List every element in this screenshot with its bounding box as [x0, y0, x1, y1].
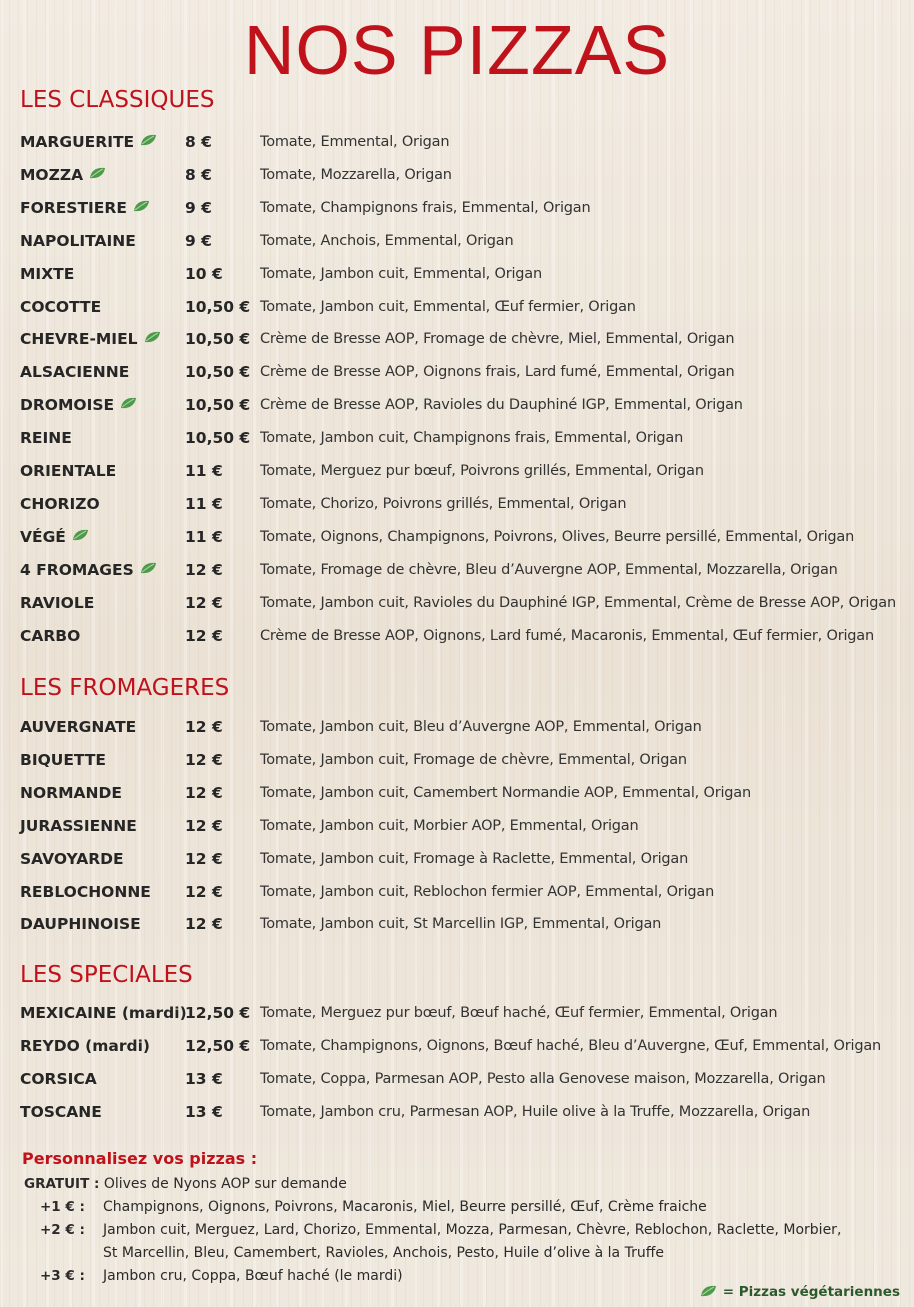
pizza-name — [20, 196, 150, 220]
pizza-row — [0, 130, 914, 154]
pizza-name — [20, 130, 157, 154]
pizza-price: 13 € — [185, 1069, 223, 1088]
pizza-name — [20, 1034, 150, 1058]
pizza-row — [0, 912, 914, 936]
pizza-price: 11 € — [185, 494, 223, 513]
pizza-ingredients: Tomate, Mozzarella, Origan — [260, 166, 452, 183]
pizza-row — [0, 1001, 914, 1025]
option-plus2-label: +2 € : — [40, 1222, 85, 1238]
pizza-ingredients: Tomate, Emmental, Origan — [260, 134, 450, 150]
pizza-row — [0, 715, 914, 739]
pizza-ingredients: Crème de Bresse AOP, Oignons, Lard fumé, Macaronis, Emmental, Œuf fermier, Origan — [260, 627, 874, 644]
pizza-price: 12 € — [185, 718, 223, 736]
pizza-price: 12,50 € — [185, 1036, 251, 1055]
pizza-ingredients: Tomate, Anchois, Emmental, Origan — [260, 232, 514, 249]
option-plus2-text-line1: Jambon cuit, Merguez, Lard, Chorizo, Emmental, Mozza, Parmesan, Chèvre, Reblochon, Raclette, Morbier, — [103, 1222, 842, 1238]
legend-text: = Pizzas végétariennes — [722, 1284, 900, 1300]
leaf-icon — [144, 331, 161, 343]
pizza-name-text: ALSACIENNE — [20, 363, 130, 382]
pizza-row — [0, 525, 914, 549]
leaf-icon — [89, 167, 106, 179]
leaf-icon — [120, 397, 137, 409]
pizza-name-text: DROMOISE — [20, 396, 115, 415]
pizza-name-text: VÉGÉ — [20, 527, 66, 546]
pizza-name — [20, 781, 122, 805]
pizza-price: 11 € — [185, 462, 223, 480]
pizza-ingredients: Tomate, Jambon cuit, Fromage à Raclette, Emmental, Origan — [260, 850, 689, 867]
pizza-ingredients: Tomate, Coppa, Parmesan AOP, Pesto alla Genovese maison, Mozzarella, Origan — [260, 1070, 826, 1087]
pizza-name — [20, 591, 94, 615]
pizza-price: 9 € — [185, 231, 212, 250]
pizza-row — [0, 1100, 914, 1124]
pizza-price: 13 € — [185, 1102, 223, 1121]
leaf-icon — [133, 200, 150, 212]
pizza-name-text: REYDO (mardi) — [20, 1036, 151, 1055]
pizza-price: 8 € — [185, 133, 212, 151]
pizza-name — [20, 558, 157, 582]
pizza-name — [20, 1100, 102, 1124]
option-free — [24, 1174, 347, 1194]
leaf-icon — [72, 529, 89, 541]
pizza-row — [0, 360, 914, 384]
pizza-name — [20, 912, 141, 936]
pizza-name — [20, 525, 89, 549]
pizza-name — [20, 295, 101, 319]
option-plus2-text-line2: St Marcellin, Bleu, Camembert, Ravioles, Anchois, Pesto, Huile d’olive à la Truffe — [103, 1245, 664, 1261]
pizza-name-text: RAVIOLE — [20, 593, 95, 612]
pizza-price: 8 € — [185, 165, 212, 184]
pizza-price: 10,50 € — [185, 297, 251, 316]
pizza-price: 9 € — [185, 198, 212, 217]
pizza-price: 12 € — [185, 750, 223, 769]
pizza-ingredients: Tomate, Chorizo, Poivrons grillés, Emmental, Origan — [260, 495, 627, 512]
pizza-price: 10,50 € — [185, 429, 251, 448]
pizza-price: 11 € — [185, 527, 223, 546]
pizza-price: 12 € — [185, 626, 223, 645]
pizza-name — [20, 327, 161, 351]
pizza-name-text: BIQUETTE — [20, 750, 107, 769]
pizza-name — [20, 426, 72, 450]
pizza-ingredients: Tomate, Jambon cuit, Bleu d’Auvergne AOP, Emmental, Origan — [260, 719, 702, 735]
pizza-name-text: FORESTIERE — [20, 198, 127, 217]
option-free-label: GRATUIT : — [24, 1176, 100, 1192]
pizza-ingredients: Tomate, Jambon cuit, Reblochon fermier AOP, Emmental, Origan — [260, 883, 715, 900]
option-plus3-label: +3 € : — [40, 1268, 85, 1284]
pizza-name-text: MIXTE — [20, 264, 75, 283]
pizza-name — [20, 459, 116, 483]
pizza-name — [20, 393, 137, 417]
pizza-ingredients: Tomate, Jambon cuit, St Marcellin IGP, Emmental, Origan — [260, 916, 662, 933]
section-title: LES CLASSIQUES — [20, 87, 215, 113]
pizza-name — [20, 1067, 97, 1091]
pizza-name — [20, 624, 80, 648]
pizza-name-text: COCOTTE — [20, 297, 102, 316]
pizza-name — [20, 880, 151, 904]
pizza-ingredients: Tomate, Jambon cuit, Camembert Normandie AOP, Emmental, Origan — [260, 784, 751, 801]
pizza-price: 12,50 € — [185, 1004, 251, 1022]
pizza-name — [20, 814, 137, 838]
customize-title: Personnalisez vos pizzas : — [22, 1149, 258, 1168]
leaf-icon — [140, 562, 157, 574]
pizza-price: 12 € — [185, 849, 223, 868]
section-title: LES SPECIALES — [20, 962, 193, 988]
pizza-name-text: DAUPHINOISE — [20, 915, 141, 934]
pizza-ingredients: Tomate, Champignons frais, Emmental, Origan — [260, 199, 591, 216]
pizza-row — [0, 1067, 914, 1091]
leaf-icon — [140, 134, 157, 146]
pizza-price: 12 € — [185, 915, 223, 934]
pizza-name — [20, 163, 106, 187]
vegetarian-legend — [700, 1282, 900, 1302]
pizza-name-text: NORMANDE — [20, 783, 122, 802]
pizza-ingredients: Crème de Bresse AOP, Fromage de chèvre, Miel, Emmental, Origan — [260, 331, 735, 348]
pizza-price: 10 € — [185, 264, 223, 283]
pizza-name — [20, 360, 129, 384]
pizza-row — [0, 163, 914, 187]
pizza-row — [0, 847, 914, 871]
pizza-name — [20, 492, 100, 516]
pizza-name-text: REBLOCHONNE — [20, 882, 151, 901]
pizza-name-text: MOZZA — [20, 165, 84, 184]
pizza-row — [0, 393, 914, 417]
leaf-icon — [700, 1285, 717, 1297]
pizza-ingredients: Tomate, Merguez pur bœuf, Poivrons grillés, Emmental, Origan — [260, 463, 704, 479]
section-title: LES FROMAGERES — [20, 675, 230, 701]
pizza-name — [20, 1001, 187, 1025]
pizza-name-text: MARGUERITE — [20, 133, 135, 151]
pizza-name-text: 4 FROMAGES — [20, 560, 134, 579]
pizza-row — [0, 229, 914, 253]
option-plus1-text: Champignons, Oignons, Poivrons, Macaronis, Miel, Beurre persillé, Œuf, Crème fraiche — [103, 1199, 707, 1215]
pizza-ingredients: Crème de Bresse AOP, Ravioles du Dauphiné IGP, Emmental, Origan — [260, 397, 743, 414]
pizza-row — [0, 624, 914, 648]
pizza-price: 10,50 € — [185, 363, 251, 382]
option-plus3-text: Jambon cru, Coppa, Bœuf haché (le mardi) — [103, 1268, 403, 1284]
pizza-name-text: ORIENTALE — [20, 462, 117, 480]
pizza-row — [0, 459, 914, 483]
pizza-ingredients: Tomate, Jambon cuit, Fromage de chèvre, Emmental, Origan — [260, 751, 687, 768]
pizza-ingredients: Tomate, Jambon cru, Parmesan AOP, Huile olive à la Truffe, Mozzarella, Origan — [260, 1103, 811, 1120]
pizza-name-text: CHORIZO — [20, 494, 100, 513]
pizza-price: 12 € — [185, 560, 223, 579]
pizza-name-text: JURASSIENNE — [20, 816, 137, 835]
pizza-ingredients: Tomate, Jambon cuit, Morbier AOP, Emmental, Origan — [260, 817, 639, 834]
pizza-price: 10,50 € — [185, 396, 251, 415]
pizza-row — [0, 196, 914, 220]
pizza-row — [0, 781, 914, 805]
pizza-name-text: CARBO — [20, 626, 81, 645]
pizza-name-text: TOSCANE — [20, 1102, 102, 1121]
pizza-ingredients: Tomate, Jambon cuit, Champignons frais, Emmental, Origan — [260, 430, 684, 447]
pizza-price: 12 € — [185, 882, 223, 901]
pizza-ingredients: Tomate, Oignons, Champignons, Poivrons, Olives, Beurre persillé, Emmental, Origan — [260, 528, 855, 545]
pizza-name-text: SAVOYARDE — [20, 849, 124, 868]
pizza-row — [0, 426, 914, 450]
pizza-row — [0, 814, 914, 838]
pizza-name — [20, 229, 136, 253]
pizza-price: 12 € — [185, 783, 223, 802]
pizza-price: 10,50 € — [185, 330, 251, 349]
pizza-name-text: REINE — [20, 429, 72, 448]
page-title: NOS PIZZAS — [243, 11, 671, 89]
pizza-name — [20, 748, 106, 772]
pizza-name-text: MEXICAINE (mardi) — [20, 1004, 187, 1022]
pizza-name — [20, 847, 124, 871]
option-plus1-label: +1 € : — [40, 1199, 85, 1215]
pizza-name — [20, 715, 136, 739]
pizza-row — [0, 262, 914, 286]
pizza-price: 12 € — [185, 593, 223, 612]
pizza-price: 12 € — [185, 816, 223, 835]
pizza-row — [0, 295, 914, 319]
pizza-name — [20, 262, 74, 286]
option-free-text: Olives de Nyons AOP sur demande — [103, 1176, 347, 1192]
pizza-name-text: CORSICA — [20, 1069, 97, 1088]
pizza-row — [0, 492, 914, 516]
pizza-ingredients: Tomate, Champignons, Oignons, Bœuf haché, Bleu d’Auvergne, Œuf, Emmental, Origan — [260, 1037, 882, 1054]
pizza-row — [0, 558, 914, 582]
pizza-row — [0, 1034, 914, 1058]
pizza-name-text: CHEVRE-MIEL — [20, 330, 138, 349]
pizza-row — [0, 591, 914, 615]
pizza-name-text: AUVERGNATE — [20, 718, 137, 736]
pizza-ingredients: Tomate, Jambon cuit, Emmental, Origan — [260, 265, 542, 282]
pizza-ingredients: Tomate, Fromage de chèvre, Bleu d’Auvergne AOP, Emmental, Mozzarella, Origan — [260, 561, 838, 578]
pizza-ingredients: Tomate, Jambon cuit, Ravioles du Dauphiné IGP, Emmental, Crème de Bresse AOP, Origan — [260, 594, 896, 611]
pizza-row — [0, 748, 914, 772]
pizza-ingredients: Tomate, Merguez pur bœuf, Bœuf haché, Œuf fermier, Emmental, Origan — [260, 1005, 778, 1021]
pizza-name-text: NAPOLITAINE — [20, 231, 136, 250]
pizza-row — [0, 327, 914, 351]
pizza-ingredients: Crème de Bresse AOP, Oignons frais, Lard fumé, Emmental, Origan — [260, 364, 735, 381]
pizza-ingredients: Tomate, Jambon cuit, Emmental, Œuf fermier, Origan — [260, 298, 636, 315]
pizza-row — [0, 880, 914, 904]
